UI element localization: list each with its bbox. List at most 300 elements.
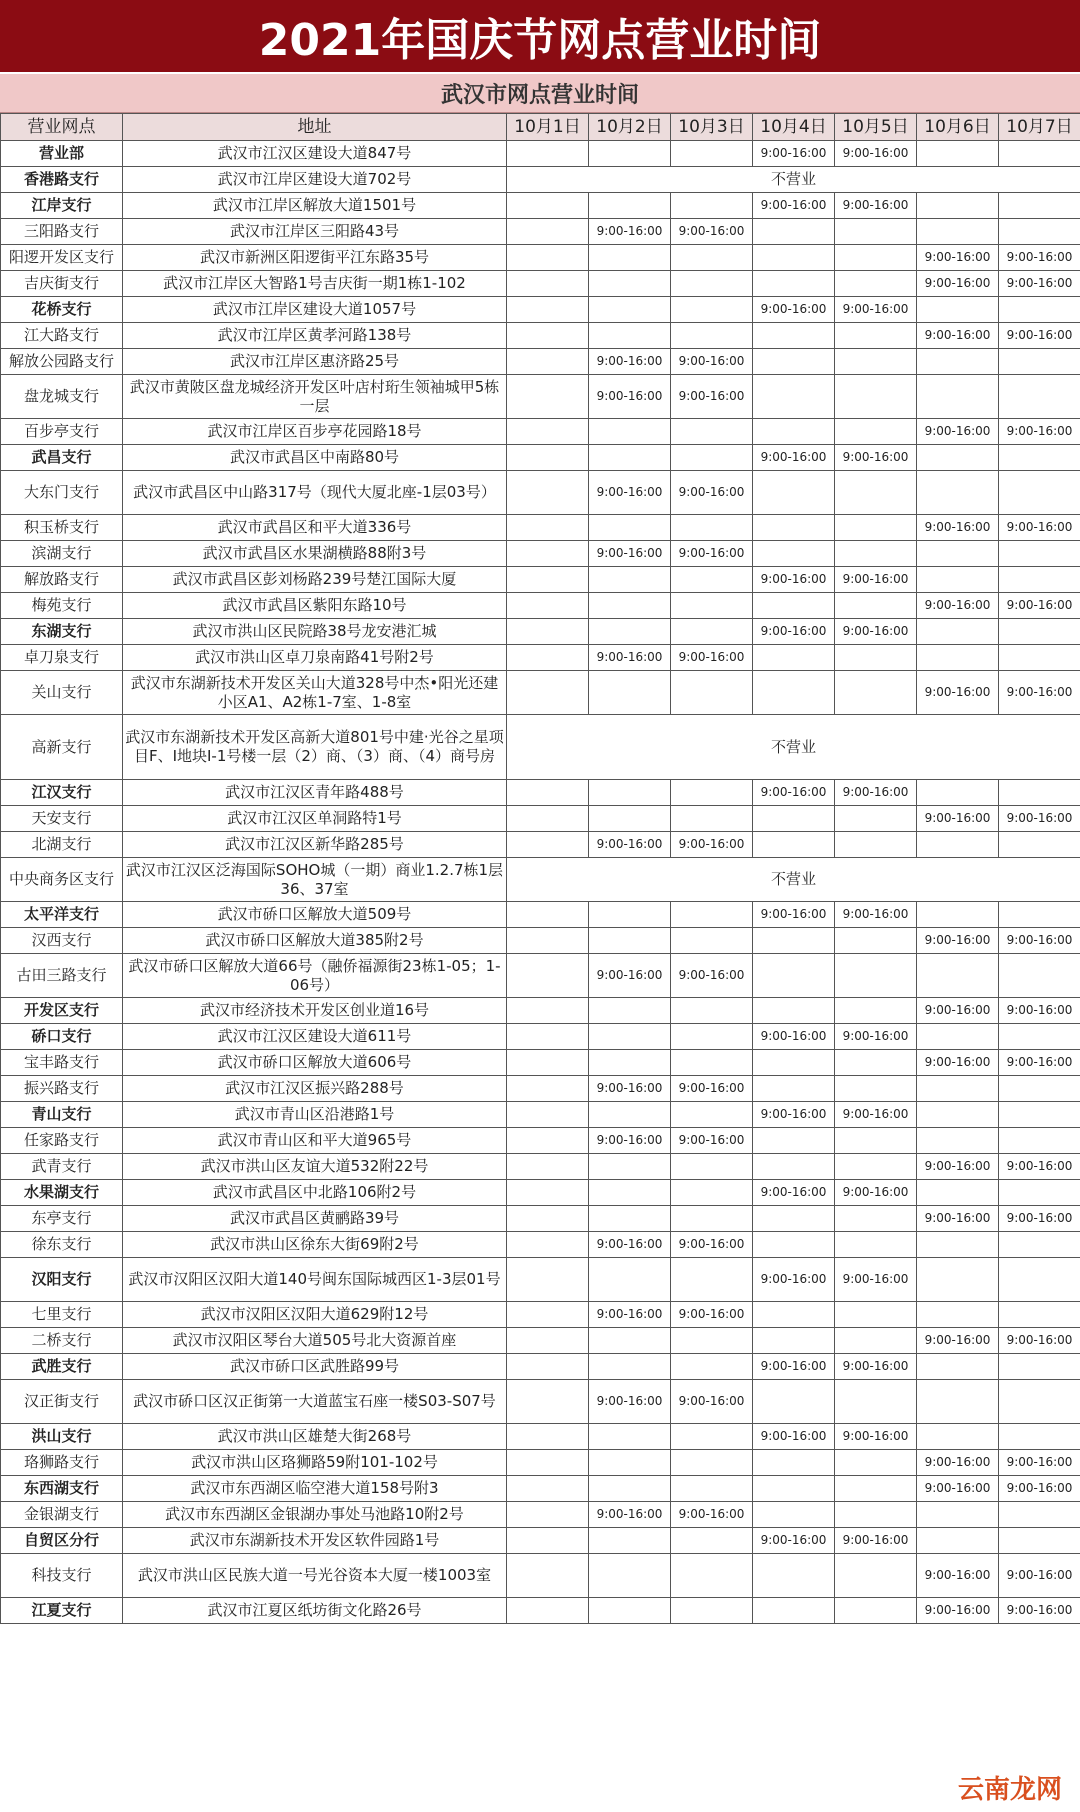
hours-cell-oct4: 9:00-16:00 [753, 1354, 835, 1380]
hours-cell-oct7: 9:00-16:00 [999, 671, 1080, 715]
hours-cell-oct2 [589, 141, 671, 167]
hours-cell-oct2: 9:00-16:00 [589, 645, 671, 671]
hours-cell-oct7 [999, 1180, 1080, 1206]
hours-cell-oct3 [671, 193, 753, 219]
hours-cell-oct5: 9:00-16:00 [835, 1024, 917, 1050]
hours-cell-oct7: 9:00-16:00 [999, 515, 1080, 541]
table-row [1, 375, 1080, 419]
hours-cell-oct1 [507, 671, 589, 715]
hours-cell-oct3 [671, 1450, 753, 1476]
hours-cell-oct7: 9:00-16:00 [999, 1476, 1080, 1502]
hours-cell-oct3: 9:00-16:00 [671, 1232, 753, 1258]
table-row [1, 141, 1080, 167]
hours-cell-oct6 [917, 1128, 999, 1154]
hours-cell-oct7 [999, 1102, 1080, 1128]
branch-name: 武胜支行 [1, 1354, 123, 1380]
hours-cell-oct4: 9:00-16:00 [753, 1102, 835, 1128]
table-row [1, 1528, 1080, 1554]
branch-address: 武汉市江汉区振兴路288号 [123, 1076, 507, 1102]
hours-cell-oct5: 9:00-16:00 [835, 1180, 917, 1206]
hours-cell-oct3: 9:00-16:00 [671, 219, 753, 245]
hours-cell-oct4 [753, 832, 835, 858]
hours-cell-oct5: 9:00-16:00 [835, 1258, 917, 1302]
hours-cell-oct6: 9:00-16:00 [917, 271, 999, 297]
hours-cell-oct1 [507, 375, 589, 419]
hours-cell-oct1 [507, 219, 589, 245]
hours-cell-oct2 [589, 1450, 671, 1476]
hours-cell-oct4 [753, 1380, 835, 1424]
branch-address: 武汉市洪山区卓刀泉南路41号附2号 [123, 645, 507, 671]
hours-cell-oct7 [999, 567, 1080, 593]
hours-cell-oct7: 9:00-16:00 [999, 271, 1080, 297]
hours-cell-oct7 [999, 471, 1080, 515]
hours-cell-oct3 [671, 928, 753, 954]
hours-cell-oct6: 9:00-16:00 [917, 1154, 999, 1180]
branch-name: 积玉桥支行 [1, 515, 123, 541]
hours-cell-oct7 [999, 902, 1080, 928]
hours-cell-oct3 [671, 1424, 753, 1450]
hours-cell-oct4 [753, 1050, 835, 1076]
hours-cell-oct1 [507, 1206, 589, 1232]
hours-cell-oct3 [671, 902, 753, 928]
hours-cell-oct6 [917, 349, 999, 375]
table-row [1, 902, 1080, 928]
branch-name: 武昌支行 [1, 445, 123, 471]
branch-address: 武汉市江汉区建设大道611号 [123, 1024, 507, 1050]
hours-cell-oct5: 9:00-16:00 [835, 902, 917, 928]
table-row [1, 1050, 1080, 1076]
hours-cell-oct2: 9:00-16:00 [589, 1502, 671, 1528]
branch-address: 武汉市武昌区中北路106附2号 [123, 1180, 507, 1206]
branch-name: 解放公园路支行 [1, 349, 123, 375]
hours-cell-oct6: 9:00-16:00 [917, 1050, 999, 1076]
branch-name: 汉西支行 [1, 928, 123, 954]
hours-cell-oct7 [999, 1232, 1080, 1258]
hours-cell-oct4 [753, 1206, 835, 1232]
hours-cell-oct5 [835, 1328, 917, 1354]
hours-cell-oct4 [753, 245, 835, 271]
hours-cell-oct5 [835, 1050, 917, 1076]
hours-cell-oct1 [507, 1232, 589, 1258]
hours-cell-oct2 [589, 1328, 671, 1354]
hours-cell-oct5: 9:00-16:00 [835, 567, 917, 593]
hours-cell-oct5 [835, 593, 917, 619]
hours-cell-oct6: 9:00-16:00 [917, 806, 999, 832]
hours-cell-oct3: 9:00-16:00 [671, 1128, 753, 1154]
branch-name: 营业部 [1, 141, 123, 167]
hours-cell-oct2 [589, 1206, 671, 1232]
hours-cell-oct5 [835, 1554, 917, 1598]
branch-name: 花桥支行 [1, 297, 123, 323]
hours-cell-oct2 [589, 271, 671, 297]
hours-cell-oct1 [507, 297, 589, 323]
hours-cell-oct1 [507, 1476, 589, 1502]
hours-cell-oct3: 9:00-16:00 [671, 645, 753, 671]
hours-cell-oct4 [753, 349, 835, 375]
hours-cell-oct5 [835, 245, 917, 271]
table-row [1, 167, 1080, 193]
branch-address: 武汉市硚口区解放大道66号（融侨福源街23栋1-05；1-06号） [123, 954, 507, 998]
branch-name: 宝丰路支行 [1, 1050, 123, 1076]
hours-cell-oct7 [999, 619, 1080, 645]
hours-cell-oct4 [753, 1302, 835, 1328]
branch-name: 中央商务区支行 [1, 858, 123, 902]
hours-cell-oct5 [835, 954, 917, 998]
hours-cell-oct4: 9:00-16:00 [753, 567, 835, 593]
table-row [1, 271, 1080, 297]
hours-cell-oct3 [671, 671, 753, 715]
branch-address: 武汉市洪山区珞狮路59附101-102号 [123, 1450, 507, 1476]
branch-address: 武汉市硚口区汉正街第一大道蓝宝石座一楼S03-S07号 [123, 1380, 507, 1424]
hours-cell-oct1 [507, 1102, 589, 1128]
branch-address: 武汉市洪山区雄楚大街268号 [123, 1424, 507, 1450]
branch-address: 武汉市江岸区解放大道1501号 [123, 193, 507, 219]
hours-cell-oct5: 9:00-16:00 [835, 193, 917, 219]
hours-cell-oct5 [835, 375, 917, 419]
hours-cell-oct6: 9:00-16:00 [917, 1328, 999, 1354]
hours-cell-oct2 [589, 445, 671, 471]
hours-cell-oct6 [917, 1024, 999, 1050]
hours-cell-oct3 [671, 567, 753, 593]
hours-cell-oct2 [589, 1024, 671, 1050]
hours-cell-oct7: 9:00-16:00 [999, 419, 1080, 445]
branch-name: 金银湖支行 [1, 1502, 123, 1528]
branch-address: 武汉市江汉区单洞路特1号 [123, 806, 507, 832]
hours-cell-oct6 [917, 219, 999, 245]
header-oct4: 10月4日 [753, 114, 835, 141]
hours-cell-oct4 [753, 1232, 835, 1258]
branch-name: 自贸区分行 [1, 1528, 123, 1554]
header-address: 地址 [123, 114, 507, 141]
hours-cell-oct2 [589, 998, 671, 1024]
hours-cell-oct2: 9:00-16:00 [589, 1232, 671, 1258]
hours-cell-oct6 [917, 1502, 999, 1528]
branch-name: 江大路支行 [1, 323, 123, 349]
hours-cell-oct1 [507, 832, 589, 858]
branch-address: 武汉市东湖新技术开发区关山大道328号中杰•阳光还建小区A1、A2栋1-7室、1-8室 [123, 671, 507, 715]
hours-cell-oct7: 9:00-16:00 [999, 1206, 1080, 1232]
branch-address: 武汉市江汉区新华路285号 [123, 832, 507, 858]
hours-cell-oct4 [753, 1154, 835, 1180]
hours-cell-oct7 [999, 141, 1080, 167]
hours-cell-oct7: 9:00-16:00 [999, 1554, 1080, 1598]
branch-name: 振兴路支行 [1, 1076, 123, 1102]
hours-cell-oct2 [589, 619, 671, 645]
hours-cell-oct1 [507, 1502, 589, 1528]
hours-cell-oct3 [671, 1258, 753, 1302]
branch-address: 武汉市东湖新技术开发区高新大道801号中建·光谷之星项目F、I地块I-1号楼一层（2）商、（3）商、（4）商号房 [123, 715, 507, 780]
hours-cell-oct2 [589, 1154, 671, 1180]
hours-cell-oct5 [835, 1154, 917, 1180]
table-row [1, 193, 1080, 219]
table-row [1, 858, 1080, 902]
hours-cell-oct3: 9:00-16:00 [671, 541, 753, 567]
hours-cell-oct1 [507, 141, 589, 167]
branch-address: 武汉市汉阳区琴台大道505号北大资源首座 [123, 1328, 507, 1354]
hours-cell-oct3 [671, 1154, 753, 1180]
branch-name: 百步亭支行 [1, 419, 123, 445]
table-row [1, 1450, 1080, 1476]
branch-name: 梅苑支行 [1, 593, 123, 619]
hours-cell-oct7: 9:00-16:00 [999, 1598, 1080, 1624]
branch-address: 武汉市汉阳区汉阳大道140号闽东国际城西区1-3层01号 [123, 1258, 507, 1302]
page-title: 2021年国庆节网点营业时间 [258, 15, 822, 66]
hours-cell-oct6 [917, 375, 999, 419]
hours-cell-oct5 [835, 1598, 917, 1624]
hours-cell-oct5: 9:00-16:00 [835, 297, 917, 323]
hours-cell-oct2 [589, 806, 671, 832]
hours-cell-oct5 [835, 419, 917, 445]
hours-cell-oct7: 9:00-16:00 [999, 1450, 1080, 1476]
hours-cell-oct5: 9:00-16:00 [835, 141, 917, 167]
hours-cell-oct5 [835, 928, 917, 954]
hours-cell-oct1 [507, 1424, 589, 1450]
hours-cell-oct1 [507, 998, 589, 1024]
hours-cell-oct2 [589, 671, 671, 715]
hours-cell-oct4 [753, 1128, 835, 1154]
hours-cell-oct6 [917, 1380, 999, 1424]
hours-cell-oct3 [671, 1554, 753, 1598]
hours-cell-oct3 [671, 1180, 753, 1206]
hours-cell-oct3: 9:00-16:00 [671, 375, 753, 419]
hours-cell-oct6 [917, 645, 999, 671]
branch-address: 武汉市硚口区武胜路99号 [123, 1354, 507, 1380]
hours-cell-oct6: 9:00-16:00 [917, 1476, 999, 1502]
branch-address: 武汉市武昌区和平大道336号 [123, 515, 507, 541]
hours-cell-oct4: 9:00-16:00 [753, 193, 835, 219]
branch-name: 香港路支行 [1, 167, 123, 193]
hours-cell-oct6 [917, 1232, 999, 1258]
hours-cell-oct4 [753, 375, 835, 419]
hours-cell-oct1 [507, 471, 589, 515]
hours-cell-oct7: 9:00-16:00 [999, 1154, 1080, 1180]
hours-cell-oct3 [671, 1050, 753, 1076]
hours-cell-oct4: 9:00-16:00 [753, 1528, 835, 1554]
hours-cell-oct2 [589, 567, 671, 593]
hours-cell-oct1 [507, 1528, 589, 1554]
branch-address: 武汉市黄陂区盘龙城经济开发区叶店村珩生领袖城甲5栋一层 [123, 375, 507, 419]
hours-cell-oct2: 9:00-16:00 [589, 541, 671, 567]
hours-cell-oct6 [917, 780, 999, 806]
hours-cell-oct5: 9:00-16:00 [835, 780, 917, 806]
schedule-table [0, 113, 1080, 1624]
branch-name: 水果湖支行 [1, 1180, 123, 1206]
hours-cell-oct5 [835, 832, 917, 858]
hours-cell-oct6 [917, 619, 999, 645]
hours-cell-oct3 [671, 1206, 753, 1232]
hours-cell-oct4 [753, 541, 835, 567]
branch-name: 关山支行 [1, 671, 123, 715]
branch-address: 武汉市东湖新技术开发区软件园路1号 [123, 1528, 507, 1554]
hours-cell-oct6: 9:00-16:00 [917, 515, 999, 541]
table-row [1, 645, 1080, 671]
branch-name: 珞狮路支行 [1, 1450, 123, 1476]
hours-cell-oct5: 9:00-16:00 [835, 1354, 917, 1380]
table-row [1, 1154, 1080, 1180]
hours-cell-oct1 [507, 1180, 589, 1206]
closed-cell: 不营业 [507, 715, 1080, 780]
hours-cell-oct4 [753, 471, 835, 515]
branch-name: 江岸支行 [1, 193, 123, 219]
hours-cell-oct1 [507, 1076, 589, 1102]
hours-cell-oct3: 9:00-16:00 [671, 1502, 753, 1528]
hours-cell-oct5 [835, 1232, 917, 1258]
hours-cell-oct3 [671, 1102, 753, 1128]
branch-address: 武汉市武昌区彭刘杨路239号楚江国际大厦 [123, 567, 507, 593]
hours-cell-oct6: 9:00-16:00 [917, 998, 999, 1024]
branch-name: 东湖支行 [1, 619, 123, 645]
hours-cell-oct1 [507, 1598, 589, 1624]
hours-cell-oct7 [999, 1354, 1080, 1380]
hours-cell-oct3 [671, 141, 753, 167]
table-body [1, 141, 1080, 1624]
hours-cell-oct3 [671, 445, 753, 471]
hours-cell-oct1 [507, 271, 589, 297]
table-row [1, 419, 1080, 445]
branch-name: 开发区支行 [1, 998, 123, 1024]
branch-name: 青山支行 [1, 1102, 123, 1128]
branch-address: 武汉市江汉区青年路488号 [123, 780, 507, 806]
hours-cell-oct6 [917, 1102, 999, 1128]
hours-cell-oct7 [999, 1258, 1080, 1302]
hours-cell-oct2: 9:00-16:00 [589, 832, 671, 858]
table-row [1, 1128, 1080, 1154]
hours-cell-oct2: 9:00-16:00 [589, 954, 671, 998]
table-row [1, 297, 1080, 323]
hours-cell-oct5 [835, 471, 917, 515]
table-row [1, 780, 1080, 806]
hours-cell-oct1 [507, 954, 589, 998]
hours-cell-oct7: 9:00-16:00 [999, 593, 1080, 619]
hours-cell-oct6 [917, 471, 999, 515]
hours-cell-oct4 [753, 219, 835, 245]
hours-cell-oct2 [589, 1598, 671, 1624]
hours-cell-oct4 [753, 998, 835, 1024]
branch-address: 武汉市江夏区纸坊街文化路26号 [123, 1598, 507, 1624]
hours-cell-oct6 [917, 1180, 999, 1206]
hours-cell-oct7 [999, 1502, 1080, 1528]
closed-cell: 不营业 [507, 167, 1080, 193]
hours-cell-oct6: 9:00-16:00 [917, 1206, 999, 1232]
hours-cell-oct5 [835, 323, 917, 349]
hours-cell-oct5 [835, 219, 917, 245]
header-row [1, 114, 1080, 141]
header-oct7: 10月7日 [999, 114, 1080, 141]
hours-cell-oct1 [507, 780, 589, 806]
hours-cell-oct1 [507, 1450, 589, 1476]
hours-cell-oct4: 9:00-16:00 [753, 445, 835, 471]
hours-cell-oct2 [589, 1258, 671, 1302]
hours-cell-oct1 [507, 419, 589, 445]
hours-cell-oct3 [671, 419, 753, 445]
header-oct1: 10月1日 [507, 114, 589, 141]
hours-cell-oct3 [671, 998, 753, 1024]
branch-name: 东亭支行 [1, 1206, 123, 1232]
hours-cell-oct7: 9:00-16:00 [999, 245, 1080, 271]
hours-cell-oct6 [917, 832, 999, 858]
branch-name: 高新支行 [1, 715, 123, 780]
branch-address: 武汉市江汉区建设大道847号 [123, 141, 507, 167]
header-branch: 营业网点 [1, 114, 123, 141]
table-row [1, 1024, 1080, 1050]
table-row [1, 323, 1080, 349]
branch-address: 武汉市东西湖区金银湖办事处马池路10附2号 [123, 1502, 507, 1528]
hours-cell-oct2 [589, 1476, 671, 1502]
title-bar [0, 0, 1080, 72]
table-row [1, 928, 1080, 954]
table-row [1, 1180, 1080, 1206]
hours-cell-oct7 [999, 349, 1080, 375]
hours-cell-oct3 [671, 1024, 753, 1050]
hours-cell-oct4 [753, 515, 835, 541]
hours-cell-oct1 [507, 902, 589, 928]
hours-cell-oct3 [671, 1354, 753, 1380]
hours-cell-oct5 [835, 1476, 917, 1502]
table-row [1, 1476, 1080, 1502]
hours-cell-oct7 [999, 297, 1080, 323]
branch-address: 武汉市硚口区解放大道509号 [123, 902, 507, 928]
hours-cell-oct3 [671, 297, 753, 323]
branch-name: 东西湖支行 [1, 1476, 123, 1502]
hours-cell-oct2 [589, 928, 671, 954]
hours-cell-oct5 [835, 271, 917, 297]
branch-name: 洪山支行 [1, 1424, 123, 1450]
hours-cell-oct4: 9:00-16:00 [753, 297, 835, 323]
table-row [1, 1598, 1080, 1624]
hours-cell-oct2 [589, 593, 671, 619]
branch-address: 武汉市江岸区黄孝河路138号 [123, 323, 507, 349]
table-row [1, 567, 1080, 593]
hours-cell-oct5: 9:00-16:00 [835, 1102, 917, 1128]
branch-name: 徐东支行 [1, 1232, 123, 1258]
hours-cell-oct4 [753, 271, 835, 297]
hours-cell-oct6 [917, 1354, 999, 1380]
hours-cell-oct3 [671, 1328, 753, 1354]
branch-address: 武汉市江岸区三阳路43号 [123, 219, 507, 245]
hours-cell-oct2 [589, 1528, 671, 1554]
hours-cell-oct4 [753, 671, 835, 715]
table-row [1, 1328, 1080, 1354]
branch-name: 二桥支行 [1, 1328, 123, 1354]
hours-cell-oct6 [917, 902, 999, 928]
hours-cell-oct7 [999, 193, 1080, 219]
table-row [1, 1554, 1080, 1598]
table-row [1, 593, 1080, 619]
hours-cell-oct3: 9:00-16:00 [671, 1380, 753, 1424]
hours-cell-oct2 [589, 1102, 671, 1128]
hours-cell-oct5 [835, 645, 917, 671]
hours-cell-oct2 [589, 323, 671, 349]
closed-cell: 不营业 [507, 858, 1080, 902]
branch-address: 武汉市经济技术开发区创业道16号 [123, 998, 507, 1024]
hours-cell-oct6: 9:00-16:00 [917, 1554, 999, 1598]
hours-cell-oct7 [999, 780, 1080, 806]
hours-cell-oct7: 9:00-16:00 [999, 1050, 1080, 1076]
branch-address: 武汉市新洲区阳逻街平江东路35号 [123, 245, 507, 271]
hours-cell-oct7: 9:00-16:00 [999, 928, 1080, 954]
branch-address: 武汉市江岸区建设大道1057号 [123, 297, 507, 323]
branch-name: 滨湖支行 [1, 541, 123, 567]
hours-cell-oct2 [589, 780, 671, 806]
branch-name: 七里支行 [1, 1302, 123, 1328]
hours-cell-oct1 [507, 541, 589, 567]
table-row [1, 998, 1080, 1024]
hours-cell-oct6: 9:00-16:00 [917, 323, 999, 349]
hours-cell-oct4: 9:00-16:00 [753, 780, 835, 806]
hours-cell-oct7 [999, 1302, 1080, 1328]
hours-cell-oct5 [835, 1128, 917, 1154]
hours-cell-oct3: 9:00-16:00 [671, 1076, 753, 1102]
